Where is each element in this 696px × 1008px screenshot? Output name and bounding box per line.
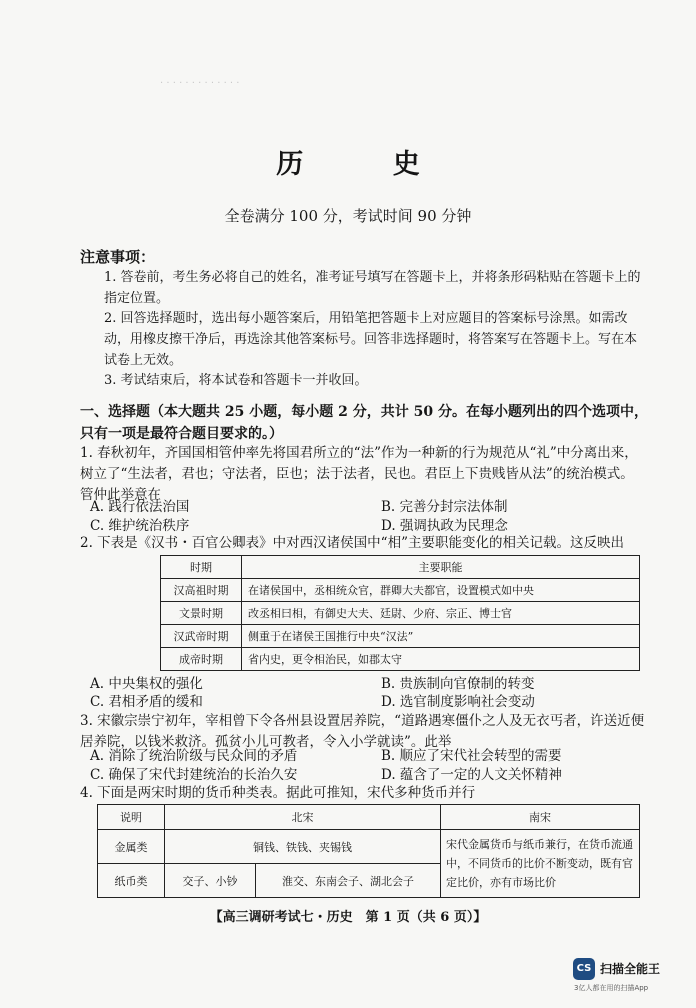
q1-option-c: C. 维护统治秩序 <box>90 518 190 534</box>
section-heading: 一、选择题（本大题共 25 小题，每小题 2 分，共计 50 分。在每小题列出的四个选项中，只有一项是最符合题目要求的。） <box>80 404 648 442</box>
q2-option-c: C. 君相矛盾的缓和 <box>90 694 203 710</box>
notice-item: 1. 答卷前，考生务必将自己的姓名，准考证号填写在答题卡上，并将条形码粘贴在答题卡上的指定位置。 <box>104 270 641 306</box>
q3-option-d: D. 蕴含了一定的人文关怀精神 <box>381 767 562 783</box>
south-note: 宋代金属货币与纸币兼行，在货币流通中，不同货币的比价不断变动，既有官定比价，亦有市场比价 <box>441 830 640 898</box>
table-row <box>161 648 640 671</box>
paper-north-b: 淮交、东南会子、湖北会子 <box>256 864 441 898</box>
q1-option-a: A. 践行依法治国 <box>90 499 190 515</box>
table-cell-duty: 省内史，更令相治民，如郡太守 <box>242 648 640 671</box>
paper-north-a: 交子、小钞 <box>165 864 256 898</box>
metal-north: 铜钱、铁钱、夹锡钱 <box>165 830 441 864</box>
q1-option-d: D. 强调执政为民理念 <box>381 518 508 534</box>
camscanner-logo-icon: CS <box>573 958 595 980</box>
q3-option-a: A. 消除了统治阶级与民众间的矛盾 <box>90 748 298 764</box>
table-header: 南宋 <box>441 805 640 830</box>
q2-table <box>160 555 640 671</box>
notice-item: 3. 考试结束后，将本试卷和答题卡一并收回。 <box>104 373 368 388</box>
q1-option-b: B. 完善分封宗法体制 <box>381 499 508 515</box>
q3-option-c: C. 确保了宋代封建统治的长治久安 <box>90 767 298 783</box>
table-cell-period: 文景时期 <box>161 602 242 625</box>
table-row <box>161 579 640 602</box>
table-row <box>98 830 640 864</box>
notice-item: 2. 回答选择题时，选出每小题答案后，用铅笔把答题卡上对应题目的答案标号涂黑。如需改动，用橡皮擦干净后，再选涂其他答案标号。回答非选择题时，将答案写在答题卡上。写在本试卷上无效。 <box>104 311 638 368</box>
question-1-stem: 1. 春秋初年，齐国国相管仲率先将国君所立的“法”作为一种新的行为规范从“礼”中分离出来，树立了“生法者，君也；守法者，臣也；法于法者，民也。君臣上下贵贱皆从法”的统治模式。管仲此举意在 <box>80 445 638 503</box>
question-2-stem: 2. 下表是《汉书・百官公卿表》中对西汉诸侯国中“相”主要职能变化的相关记载。这反映出 <box>80 535 624 551</box>
q2-option-d: D. 选官制度影响社会变动 <box>381 694 535 710</box>
table-header: 北宋 <box>165 805 441 830</box>
table-header: 主要职能 <box>242 556 640 579</box>
table-row <box>161 602 640 625</box>
q2-option-b: B. 贵族制向官僚制的转变 <box>381 676 535 692</box>
table-cell-period: 汉武帝时期 <box>161 625 242 648</box>
table-header-row <box>98 805 640 830</box>
q4-table <box>97 804 640 898</box>
page-title: 历 史 <box>276 149 460 180</box>
question-3-stem: 3. 宋徽宗崇宁初年，宰相曾下令各州县设置居养院，“道路遇寒僵仆之人及无衣丐者，许送近便居养院，以钱米救济。孤贫小儿可教者，令入小学就读”。此举 <box>80 713 645 750</box>
scanner-brand: 扫描全能王 <box>600 962 661 976</box>
row-label-metal: 金属类 <box>98 830 165 864</box>
table-cell-duty: 在诸侯国中，丞相统众官，群卿大夫都官，设置模式如中央 <box>242 579 640 602</box>
table-cell-duty: 改丞相曰相，有御史大夫、廷尉、少府、宗正、博士官 <box>242 602 640 625</box>
notice-heading: 注意事项： <box>80 248 156 266</box>
table-cell-duty: 侧重于在诸侯王国推行中央“汉法” <box>242 625 640 648</box>
table-cell-period: 成帝时期 <box>161 648 242 671</box>
scanner-tagline: 3亿人都在用的扫描App <box>574 984 649 992</box>
row-label-paper: 纸币类 <box>98 864 165 898</box>
page-footer: 【高三调研考试七・历史 第 1 页（共 6 页）】 <box>209 910 487 925</box>
exam-info: 全卷满分 100 分，考试时间 90 分钟 <box>224 207 472 225</box>
table-row <box>161 625 640 648</box>
table-header: 时期 <box>161 556 242 579</box>
question-4-stem: 4. 下面是两宋时期的货币种类表。据此可推知，宋代多种货币并行 <box>80 785 476 801</box>
table-cell-period: 汉高祖时期 <box>161 579 242 602</box>
bleed-through-text: · · · · · · · · · · · · · <box>160 78 240 89</box>
q2-option-a: A. 中央集权的强化 <box>90 676 203 692</box>
table-header: 说明 <box>98 805 165 830</box>
table-header-row <box>161 556 640 579</box>
q3-option-b: B. 顺应了宋代社会转型的需要 <box>381 748 562 764</box>
